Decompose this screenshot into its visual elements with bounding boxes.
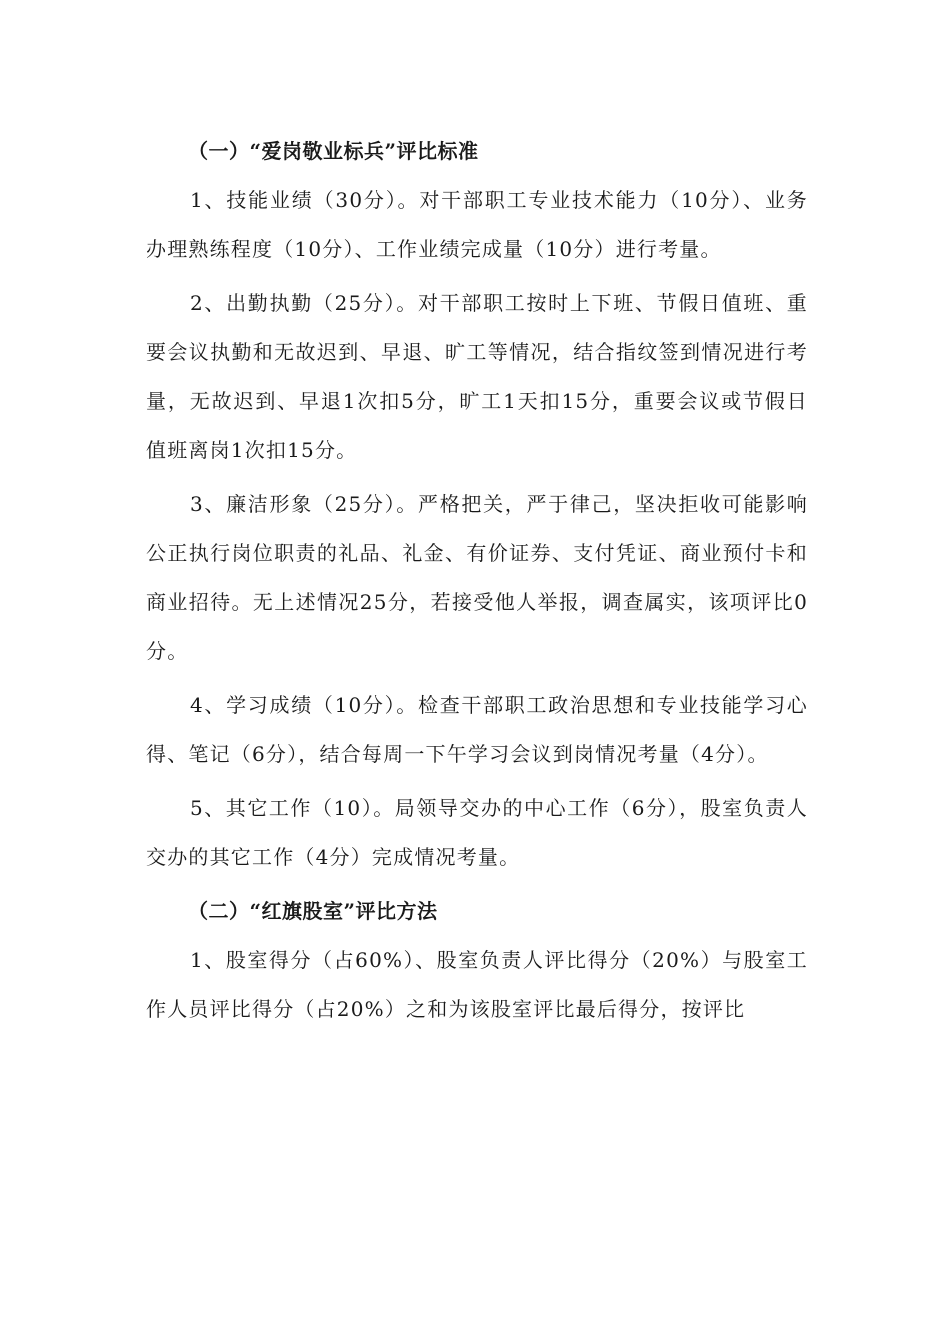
paragraph-department-score: 1、股室得分（占60%）、股室负责人评比得分（20%）与股室工作人员评比得分（占20%）之和为该股室评比最后得分，按评比 [146, 948, 808, 1021]
section-heading-1: （一）“爱岗敬业标兵”评比标准 [188, 139, 479, 163]
paragraph-study: 4、学习成绩（10分）。检查干部职工政治思想和专业技能学习心得、笔记（6分），结合每周一下午学习会议到岗情况考量（4分）。 [146, 693, 808, 766]
paragraph-attendance: 2、出勤执勤（25分）。对干部职工按时上下班、节假日值班、重要会议执勤和无故迟到、早退、旷工等情况，结合指纹签到情况进行考量，无故迟到、早退1次扣5分，旷工1天扣15分，重要会议或节假日值班离岗1次扣15分。 [146, 291, 808, 462]
section-heading-2: （二）“红旗股室”评比方法 [188, 899, 438, 923]
paragraph-other-work: 5、其它工作（10）。局领导交办的中心工作（6分），股室负责人交办的其它工作（4分）完成情况考量。 [146, 796, 808, 869]
paragraph-skills-performance: 1、技能业绩（30分）。对干部职工专业技术能力（10分）、业务办理熟练程度（10分）、工作业绩完成量（10分）进行考量。 [146, 188, 808, 261]
document-body [146, 127, 808, 1034]
paragraph-integrity: 3、廉洁形象（25分）。严格把关，严于律己，坚决拒收可能影响公正执行岗位职责的礼品、礼金、有价证券、支付凭证、商业预付卡和商业招待。无上述情况25分，若接受他人举报，调查属实，该项评比0分。 [146, 492, 808, 663]
